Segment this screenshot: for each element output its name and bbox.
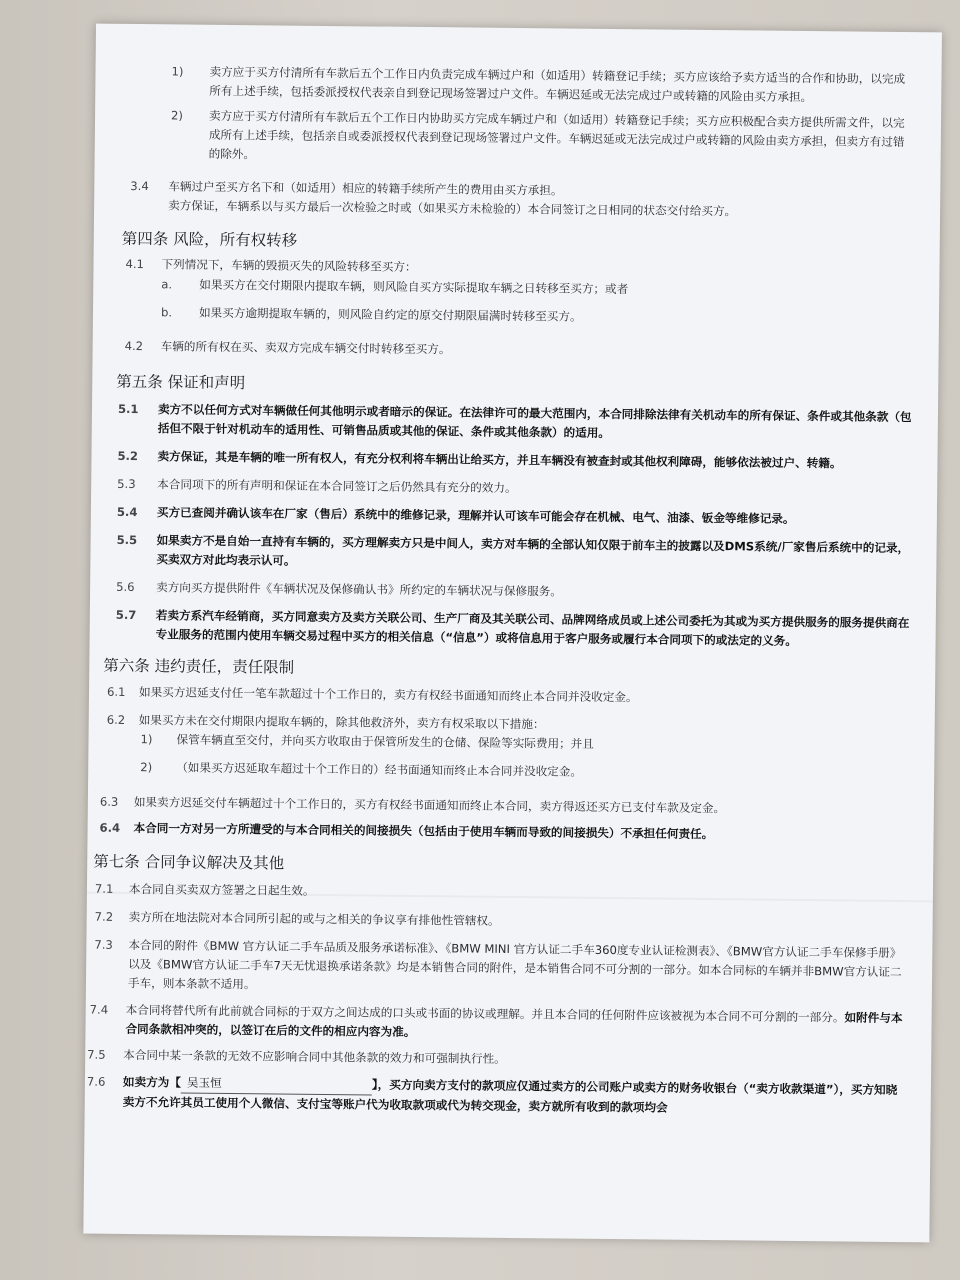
item-text: （如果买方迟延取车超过十个工作日的）经书面通知而终止本合同并没收定金。 [176,760,583,779]
item-text: 卖方应于买方付清所有车款后五个工作日内协助买方完成车辆过户和（如适用）转籍登记手续；买方应积极配合卖方提供所需文件，以完成所有上述手续，包括亲自或委派授权代表到登记现场签署过户文件。车辆迟延或无法完成过户或转籍的风险由卖方承担，但卖方有过错的除外。 [208,108,905,162]
clause-body: 】，买方向卖方支付的款项应仅通过卖方的公司账户或卖方的财务收银台（“卖方收款渠道”），买方知晓卖方不允许其员工使用个人微信、支付宝等账户代为收取款项或代为转交现金，卖方就所有收到的款项均会 [122,1077,898,1115]
item-text: 如果买方在交付期限内提取车辆，则风险自买方实际提取车辆之日转移至买方；或者 [199,277,629,297]
clause-number: 5.5 [116,532,138,548]
clause-5-1 [118,400,912,446]
clause-6-1 [107,683,909,710]
clause-number: 6.4 [99,820,121,835]
clause-3-item-2 [171,106,916,171]
clause-text: 本合同中某一条款的无效不应影响合同中其他条款的效力和可强制执行性。 [123,1047,506,1066]
clause-text: 卖方保证，其是车辆的唯一所有权人，有充分权利将车辆出让给买方，并且车辆没有被查封或其他权利障碍，能够依法被过户、转籍。 [157,449,842,471]
clause-number: 5.2 [117,448,139,464]
clause-text: 卖方不以任何方式对车辆做任何其他明示或者暗示的保证。在法律许可的最大范围内，本合同排除法律有关机动车的所有保证、条件或其他条款（包括但不限于针对机动车的适用性、可销售品质或其他的保证、条件或其他条款）的适用。 [157,402,912,440]
clause-number: 3.4 [130,178,149,194]
item-number: 2) [170,108,184,123]
clause-5-3 [117,475,911,502]
clause-text: 如果买方未在交付期限内提取车辆的，除其他救济外，卖方有权采取以下措施： [138,713,545,732]
seller-name-field[interactable]: 吴玉恒 [181,1074,372,1096]
clause-7-1 [95,880,907,908]
clause-7-4 [89,1001,905,1048]
clause-text-regular: 本合同将替代所有此前就合同标的于双方之间达成的口头或书面的协议或理解。并且本合同的任何附件应该被视为本合同不可分割的一部分。 [125,1002,845,1025]
contract-content [86,62,916,1120]
clause-prefix: 如卖方为【 [122,1074,181,1090]
clause-number: 6.2 [106,712,126,727]
clause-text: 如果卖方不是自始一直持有车辆的，买方理解卖方只是中间人，卖方对车辆的全部认知仅限于前车主的披露以及DMS系统/厂家售后系统中的记录，买卖双方对此均表示认可。 [156,533,910,568]
clause-line-1: 车辆过户至买方名下和（如适用）相应的转籍手续所产生的费用由买方承担。 [168,179,563,198]
item-text: 如果买方逾期提取车辆的，则风险自约定的原交付期限届满时转移至买方。 [198,305,582,324]
clause-text: 卖方向买方提供附件《车辆状况及保修确认书》所约定的车辆状况与保修服务。 [156,580,562,599]
clause-number: 6.3 [99,794,119,809]
clause-text: 如果卖方迟延交付车辆超过十个工作日的，买方有权经书面通知而终止本合同，卖方得返还买方已支付车款及定金。 [133,795,726,816]
clause-text: 本合同的附件《BMW 官方认证二手车品质及服务承诺标准》、《BMW MINI 官方认证二手车360度专业认证检测表》、《BMW官方认证二手车保修手册》以及《BMW官方认证二手车7天无忧退换承诺条款》均是本销售合同的附件，是本销售合同不可分割的一部分。如本合同标的车辆并非BMW官方认证二手车，则本条款不适用。 [127,937,902,992]
clause-number: 7.1 [94,881,114,896]
item-number: 1) [171,64,184,79]
article-5-title: 第五条 保证和声明 [116,372,246,393]
clause-text: 下列情况下，车辆的毁损灭失的风险转移至买方： [161,257,417,274]
item-text: 卖方应于买方付清所有车款后五个工作日内负责完成车辆过户和（如适用）转籍登记手续；买方应该给予卖方适当的合作和协助，以完成所有上述手续，包括委派授权代表亲自到登记现场签署过户文件。车辆迟延或无法完成过户或转籍的风险由买方承担。 [209,64,906,105]
clause-text: 车辆的所有权在买、卖双方完成车辆交付时转移至买方。 [160,339,451,357]
clause-number: 5.7 [115,607,137,623]
clause-number: 7.5 [87,1047,106,1062]
clause-4-1-b [161,303,913,330]
clause-text-bold: 如附件与本合同条款相冲突的，以签订在后的文件的相应内容为准。 [125,1010,903,1039]
clause-number: 7.4 [89,1002,109,1017]
clause-3-4 [130,177,914,223]
clause-5-6 [116,578,910,605]
clause-number: 5.6 [116,579,135,595]
item-number: a. [161,277,173,292]
clause-6-3 [100,793,908,820]
clause-text: 本合同项下的所有声明和保证在本合同签订之后仍然具有充分的效力。 [157,477,517,495]
clause-text [125,1001,905,1047]
clause-number: 7.6 [86,1074,106,1089]
clause-number: 5.3 [117,476,136,492]
clause-7-6 [87,1073,905,1121]
clause-6-4 [99,819,907,846]
clause-5-2 [117,447,911,474]
clause-4-2 [125,337,913,364]
clause-6-2-item-2 [140,758,908,785]
clause-text [168,177,914,223]
item-number: 1) [140,732,153,747]
clause-5-7 [116,606,910,652]
clause-number: 5.4 [116,504,138,520]
item-number: b. [160,305,173,320]
clause-text: 卖方所在地法院对本合同所引起的或与之相关的争议享有排他性管辖权。 [128,909,500,928]
article-4-title: 第四条 风险，所有权转移 [121,229,298,250]
clause-text: 本合同自买卖双方签署之日起生效。 [128,881,315,898]
clause-3-item-1 [171,62,915,108]
clause-5-4 [117,503,911,530]
item-number: 2) [140,760,153,775]
article-6-title: 第六条 违约责任，责任限制 [103,656,295,677]
clause-7-5 [87,1046,905,1074]
clause-7-3 [94,936,907,1002]
clause-number: 7.2 [94,909,114,924]
item-text: 保管车辆直至交付，并向买方收取由于保管所发生的仓储、保险等实际费用；并且 [176,732,594,751]
clause-line-2: 卖方保证，车辆系以与买方最后一次检验之时或（如果买方未检验的）本合同签订之日相同的状态交付给买方。 [168,198,737,219]
clause-5-5 [116,531,910,577]
contract-page [83,24,942,1243]
clause-7-2 [95,908,907,936]
clause-number: 7.3 [94,937,113,952]
clause-number: 4.2 [124,338,144,354]
clause-text: 买方已查阅并确认该车在厂家（售后）系统中的维修记录，理解并认可该车可能会存在机械、电气、油漆、钣金等维修记录。 [156,505,795,526]
clause-text: 若卖方系汽车经销商，买方同意卖方及卖方关联公司、生产厂商及其关联公司、品牌网络成员或上述公司委托为其或为买方提供服务的服务提供商在专业服务的范围内使用车辆交易过程中买方的相关信息（“信息”）或将信息用于客户服务或履行本合同项下的或法定的义务。 [155,608,910,648]
clause-number: 4.1 [125,256,145,272]
clause-text: 本合同一方对另一方所遭受的与本合同相关的间接损失（包括由于使用车辆而导致的间接损失）不承担任何责任。 [133,821,714,842]
clause-number: 6.1 [106,684,126,699]
clause-text [123,1073,905,1120]
clause-text: 如果买方迟延支付任一笔车款超过十个工作日的，卖方有权经书面通知而终止本合同并没收定金。 [138,685,638,705]
clause-number: 5.1 [117,401,139,417]
article-7-title: 第七条 合同争议解决及其他 [93,852,285,873]
